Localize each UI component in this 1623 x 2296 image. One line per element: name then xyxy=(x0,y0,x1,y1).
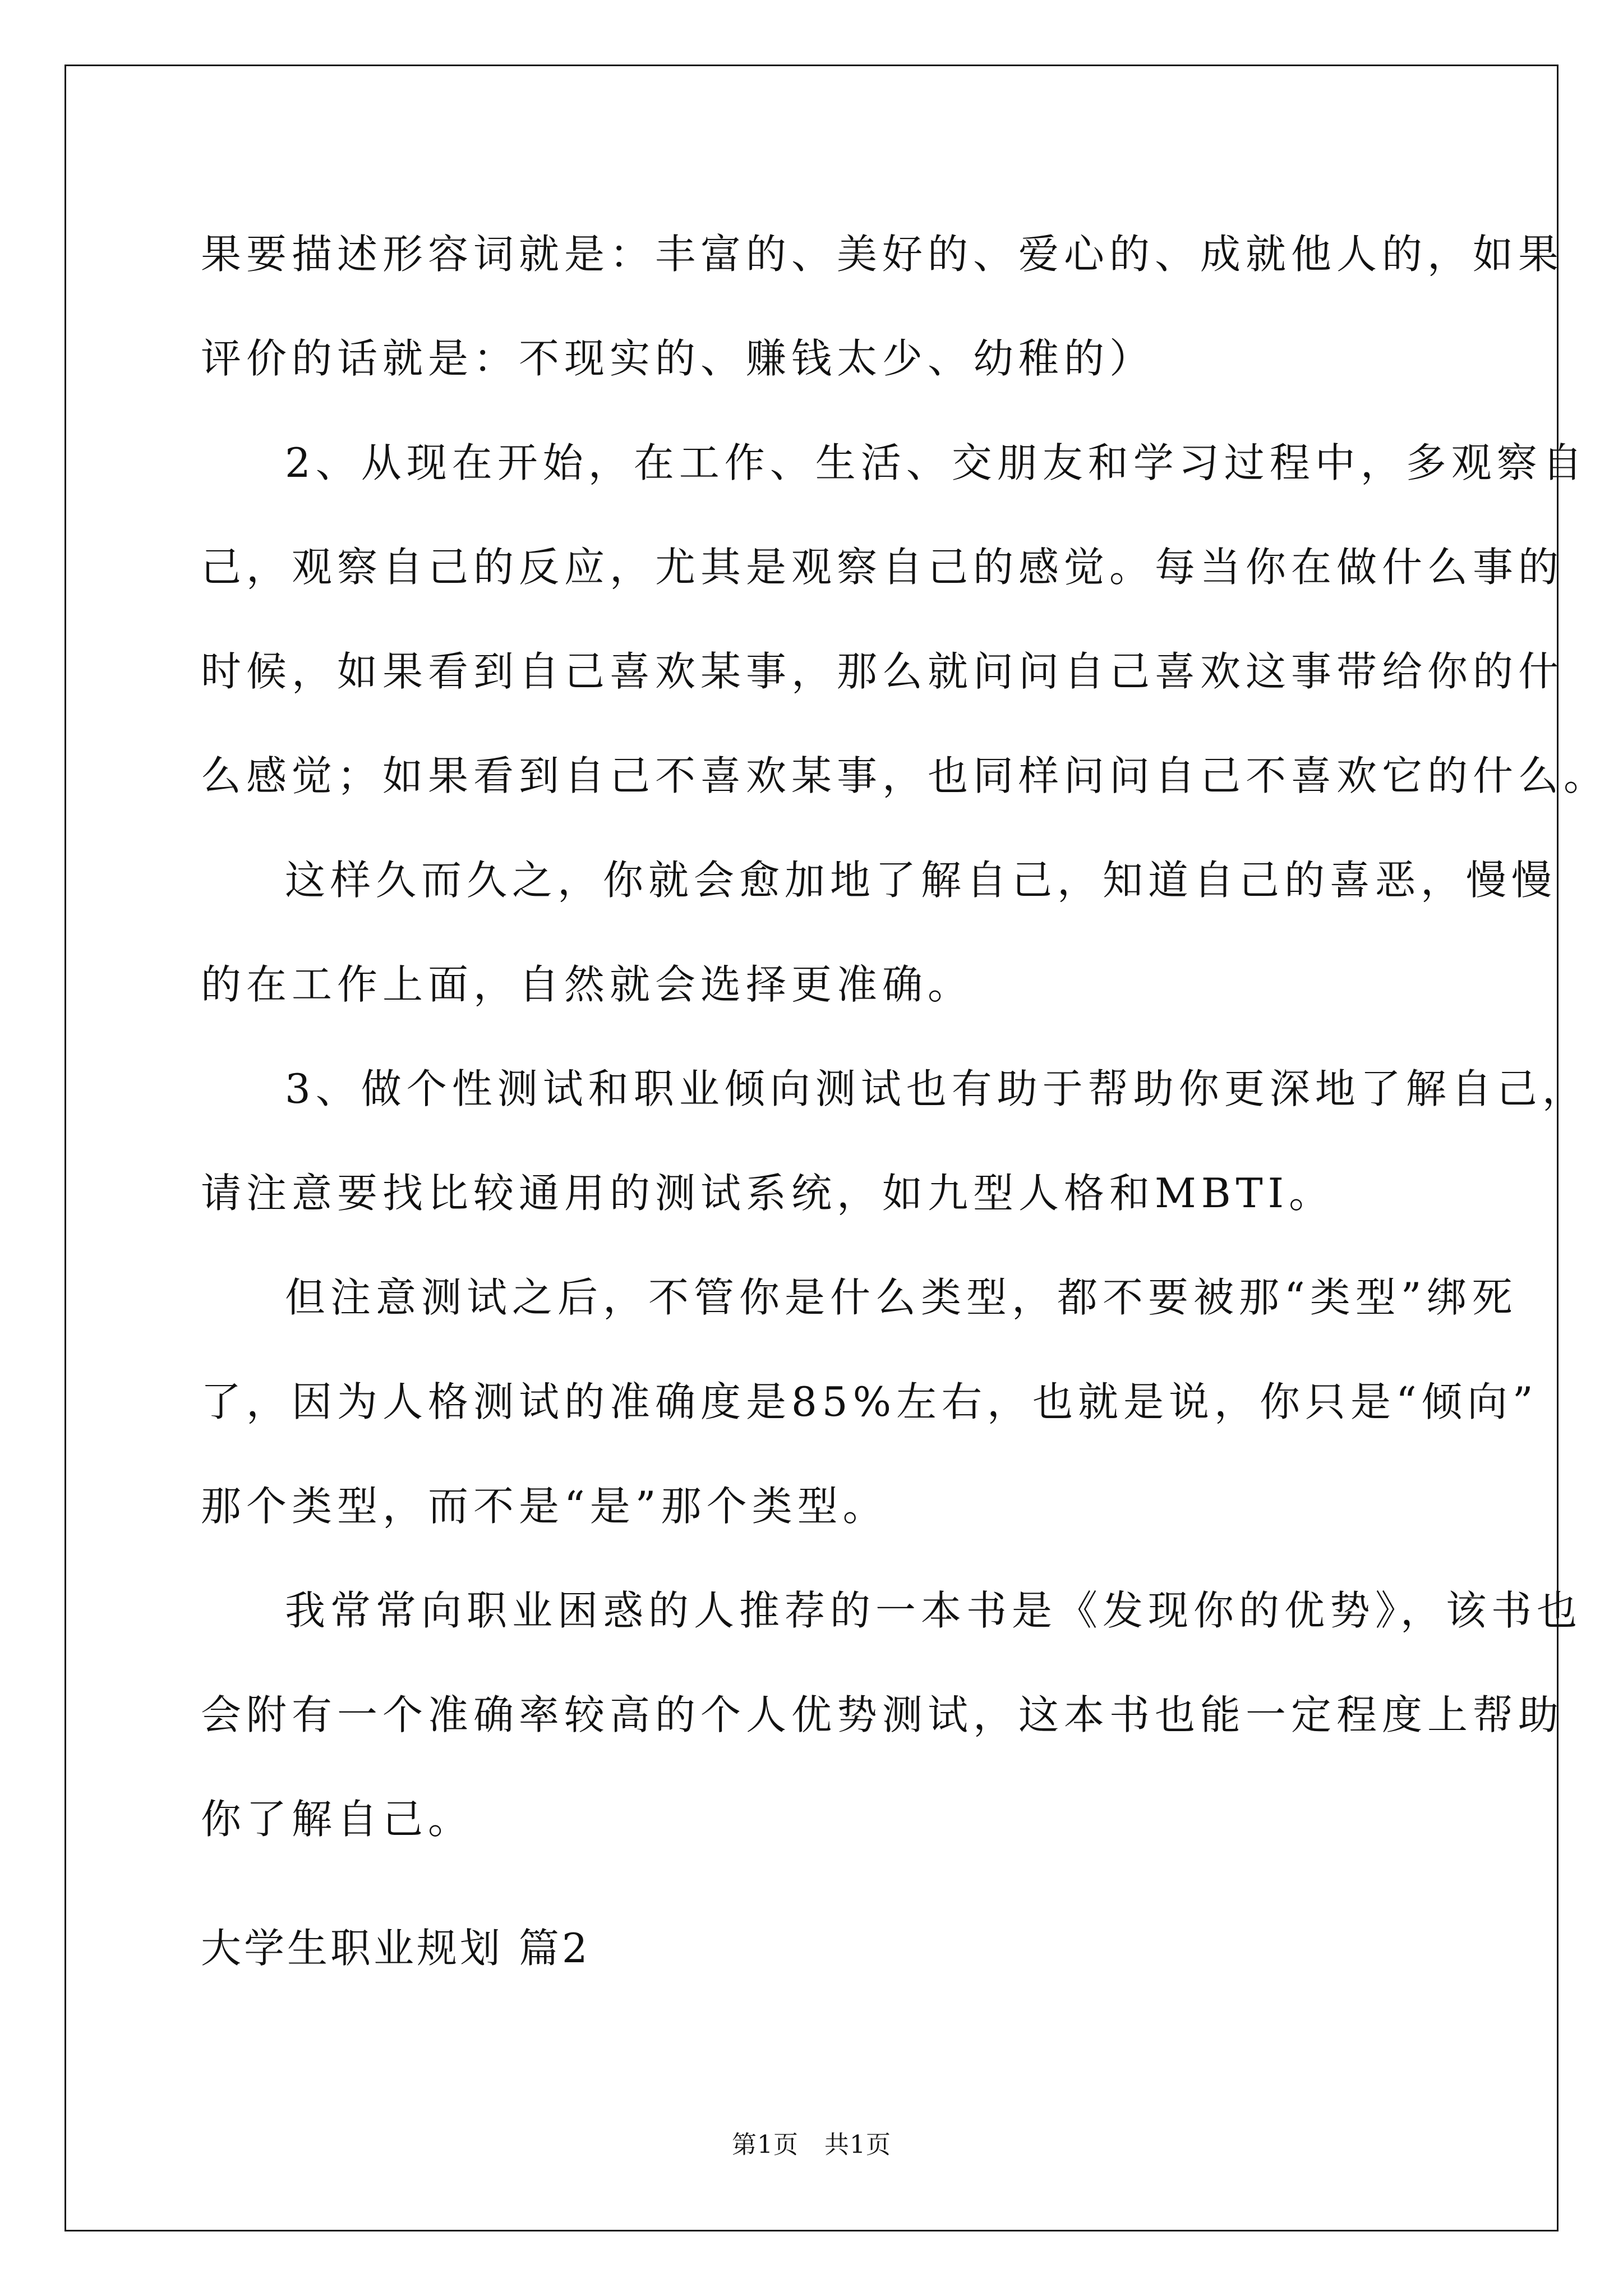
body-line: 我常常向职业困惑的人推荐的一本书是《发现你的优势》，该书也 xyxy=(285,1587,1583,1634)
body-line: 时候，如果看到自己喜欢某事，那么就问问自己喜欢这事带给你的什 xyxy=(201,648,1564,695)
body-line: 会附有一个准确率较高的个人优势测试，这本书也能一定程度上帮助 xyxy=(201,1691,1564,1738)
page-number: 第1页 xyxy=(732,2131,799,2159)
page-footer xyxy=(0,2128,1623,2162)
section-heading: 大学生职业规划 篇2 xyxy=(201,1925,591,1972)
body-line: 3、做个性测试和职业倾向测试也有助于帮助你更深地了解自己， xyxy=(285,1065,1588,1112)
body-line: 你了解自己。 xyxy=(201,1796,474,1843)
body-line: 2、从现在开始，在工作、生活、交朋友和学习过程中，多观察自 xyxy=(285,439,1588,486)
body-line: 那个类型，而不是“是”那个类型。 xyxy=(201,1483,888,1530)
body-line: 么感觉；如果看到自己不喜欢某事，也同样问问自己不喜欢它的什么。 xyxy=(201,752,1610,799)
body-line: 己，观察自己的反应，尤其是观察自己的感觉。每当你在做什么事的 xyxy=(201,544,1564,591)
body-line: 请注意要找比较通用的测试系统，如九型人格和MBTI。 xyxy=(201,1170,1335,1217)
body-line: 了，因为人格测试的准确度是85%左右，也就是说，你只是“倾向” xyxy=(201,1378,1538,1425)
body-line: 评价的话就是：不现实的、赚钱太少、幼稚的） xyxy=(201,335,1155,382)
body-line: 但注意测试之后，不管你是什么类型，都不要被那“类型”绑死 xyxy=(285,1274,1518,1321)
body-line: 果要描述形容词就是：丰富的、美好的、爱心的、成就他人的，如果 xyxy=(201,231,1564,278)
body-line: 这样久而久之，你就会愈加地了解自己，知道自己的喜恶，慢慢 xyxy=(285,857,1557,904)
body-line: 的在工作上面，自然就会选择更准确。 xyxy=(201,961,974,1008)
document-body xyxy=(201,202,1610,1871)
page-total: 共1页 xyxy=(824,2131,891,2159)
